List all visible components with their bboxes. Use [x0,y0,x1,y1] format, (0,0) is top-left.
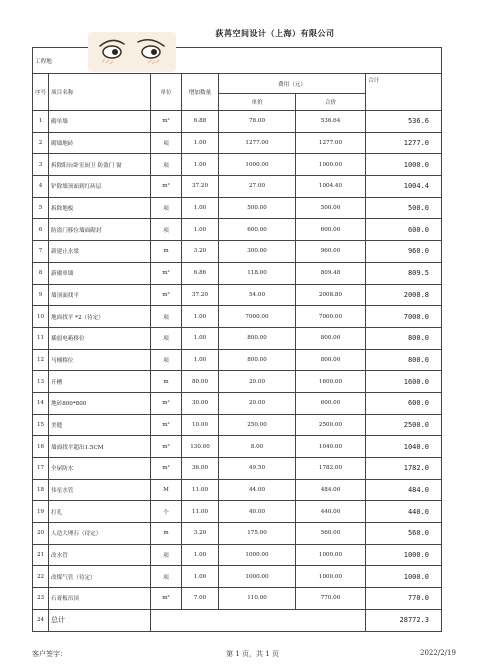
item-unit-price: 54.00 [219,284,296,306]
item-unit-price: 300.00 [219,241,296,263]
row-number: 11 [33,327,49,349]
item-amount: 1004.40 [296,176,366,198]
item-amount: 1000.00 [296,154,366,176]
col-total: 合计 [366,74,442,111]
item-unit-price: 27.00 [219,176,296,198]
item-unit-price: 7000.00 [219,306,296,328]
item-total: 600.0 [366,219,442,241]
item-unit-price: 118.00 [219,262,296,284]
table-row [33,197,442,219]
company-name: 荻苒空间设计（上海）有限公司 [215,28,335,38]
row-number: 19 [33,501,49,523]
item-total: 536.6 [366,111,442,133]
item-name: 全屋防水 [49,458,151,480]
item-unit: 项 [151,544,182,566]
item-amount: 440.00 [296,501,366,523]
item-quantity: 1.00 [182,566,219,588]
item-unit-price: 78.00 [219,111,296,133]
item-name: 地砖800*800 [49,392,151,414]
item-name: 新建止水梁 [49,241,151,263]
table-row [33,436,442,458]
row-number: 18 [33,479,49,501]
row-number: 12 [33,349,49,371]
item-name: 拆除阳台卧室厨卫 防盗门 窗 [49,154,151,176]
item-quantity: 1.00 [182,306,219,328]
item-unit-price: 110.00 [219,588,296,610]
item-total: 1000.0 [366,154,442,176]
item-total: 1004.4 [366,176,442,198]
item-unit: m² [151,414,182,436]
item-name: 改水管 [49,544,151,566]
item-amount: 1000.00 [296,566,366,588]
project-label: 工程地 [33,48,442,74]
item-amount: 1040.00 [296,436,366,458]
col-price: 单价 [219,94,296,111]
table-row [33,544,442,566]
item-unit-price: 1000.00 [219,566,296,588]
item-amount: 2500.00 [296,414,366,436]
table-row [33,479,442,501]
item-unit: m² [151,284,182,306]
table-row [33,566,442,588]
item-amount: 800.00 [296,327,366,349]
item-unit-price: 49.50 [219,458,296,480]
item-unit: m² [151,111,182,133]
item-unit: m² [151,392,182,414]
item-unit-price: 1277.00 [219,132,296,154]
item-unit: m² [151,262,182,284]
item-total: 484.0 [366,479,442,501]
item-quantity: 7.00 [182,588,219,610]
item-unit-price: 175.00 [219,523,296,545]
item-amount: 1782.00 [296,458,366,480]
item-unit-price: 20.00 [219,392,296,414]
summary-number: 24 [33,609,49,631]
row-number: 6 [33,219,49,241]
table-row [33,241,442,263]
item-amount: 960.00 [296,241,366,263]
item-unit: m [151,371,182,393]
item-quantity: 130.00 [182,436,219,458]
row-number: 1 [33,111,49,133]
col-amount: 合价 [296,94,366,111]
item-total: 440.0 [366,501,442,523]
item-unit: 项 [151,566,182,588]
item-total: 1277.0 [366,132,442,154]
col-unit: 单位 [151,74,182,111]
row-number: 10 [33,306,49,328]
eyes-illustration [88,32,176,72]
item-amount: 600.00 [296,392,366,414]
item-unit: 项 [151,197,182,219]
item-quantity: 10.00 [182,414,219,436]
item-quantity: 3.20 [182,241,219,263]
quotation-table [32,47,442,632]
item-unit: 项 [151,349,182,371]
table-row [33,371,442,393]
item-quantity: 6.86 [182,262,219,284]
item-amount: 7000.00 [296,306,366,328]
row-number: 22 [33,566,49,588]
item-name: 改煤气管（待定） [49,566,151,588]
item-unit: m² [151,458,182,480]
item-quantity: 11.00 [182,479,219,501]
col-name: 项目名称 [49,74,151,111]
table-row [33,414,442,436]
summary-row [33,609,442,631]
table-row [33,176,442,198]
eyes-sticker [88,32,176,72]
item-quantity: 11.00 [182,501,219,523]
table-row [33,523,442,545]
item-total: 1600.0 [366,371,442,393]
item-unit-price: 40.00 [219,501,296,523]
item-quantity: 1.00 [182,197,219,219]
item-amount: 536.64 [296,111,366,133]
page-indicator: 第 1 页，共 1 页 [226,650,279,658]
item-total: 2008.8 [366,284,442,306]
row-number: 7 [33,241,49,263]
item-unit: 个 [151,501,182,523]
item-quantity: 80.00 [182,371,219,393]
table-row [33,262,442,284]
item-unit-price: 800.00 [219,349,296,371]
table-row [33,327,442,349]
row-number: 15 [33,414,49,436]
item-unit: m² [151,588,182,610]
item-total: 809.5 [366,262,442,284]
item-name: 插弱电箱移位 [49,327,151,349]
table-row [33,132,442,154]
header-row [33,74,442,94]
item-quantity: 36.00 [182,458,219,480]
item-quantity: 1.00 [182,154,219,176]
item-unit-price: 44.00 [219,479,296,501]
item-unit: M [151,479,182,501]
row-number: 23 [33,588,49,610]
row-number: 21 [33,544,49,566]
item-total: 960.0 [366,241,442,263]
item-unit-price: 500.00 [219,197,296,219]
item-total: 2500.0 [366,414,442,436]
row-number: 16 [33,436,49,458]
item-name: 防盗门移位墙面砌封 [49,219,151,241]
item-quantity: 37.20 [182,284,219,306]
item-amount: 484.00 [296,479,366,501]
grand-total: 28772.3 [366,609,442,631]
item-name: 马桶移位 [49,349,151,371]
row-number: 2 [33,132,49,154]
item-name: 铲除墙顶面到红砖层 [49,176,151,198]
item-quantity: 1.00 [182,132,219,154]
item-unit: 项 [151,132,182,154]
item-total: 800.0 [366,327,442,349]
item-unit: 项 [151,154,182,176]
table-row [33,501,442,523]
item-amount: 1277.00 [296,132,366,154]
item-unit: m² [151,176,182,198]
item-unit: m [151,523,182,545]
item-name: 美缝 [49,414,151,436]
item-name: 地面找平 *2（待定） [49,306,151,328]
item-total: 1000.0 [366,566,442,588]
row-number: 4 [33,176,49,198]
item-amount: 1600.00 [296,371,366,393]
table-row [33,219,442,241]
item-name: 石膏板吊顶 [49,588,151,610]
item-amount: 2008.80 [296,284,366,306]
item-quantity: 37.20 [182,176,219,198]
row-number: 9 [33,284,49,306]
customer-signature-label: 客户签字： [32,650,67,658]
item-name: 新砌单墙 [49,262,151,284]
item-name: 砌墙地砖 [49,132,151,154]
item-unit: 项 [151,306,182,328]
item-unit: m² [151,436,182,458]
item-quantity: 6.88 [182,111,219,133]
item-total: 600.0 [366,392,442,414]
item-amount: 560.00 [296,523,366,545]
col-seq: 序号 [33,74,49,111]
table-row [33,458,442,480]
item-unit: 项 [151,327,182,349]
item-name: 墙面找平超出1.5CM [49,436,151,458]
item-quantity: 1.00 [182,219,219,241]
item-quantity: 30.00 [182,392,219,414]
item-amount: 770.00 [296,588,366,610]
item-amount: 800.00 [296,349,366,371]
item-quantity: 3.20 [182,523,219,545]
item-total: 7000.0 [366,306,442,328]
item-amount: 809.48 [296,262,366,284]
document-date: 2022/2/19 [420,649,456,657]
row-number: 13 [33,371,49,393]
row-number: 20 [33,523,49,545]
table-row [33,306,442,328]
item-total: 500.0 [366,197,442,219]
table-row [33,111,442,133]
item-total: 800.0 [366,349,442,371]
item-unit-price: 20.00 [219,371,296,393]
item-name: 开槽 [49,371,151,393]
item-name: 墙顶面找平 [49,284,151,306]
item-total: 770.0 [366,588,442,610]
item-name: 人造大理石（待定） [49,523,151,545]
item-quantity: 1.00 [182,544,219,566]
item-quantity: 1.00 [182,349,219,371]
summary-label: 总计 [49,609,151,631]
row-number: 5 [33,197,49,219]
table-row [33,284,442,306]
item-unit-price: 8.00 [219,436,296,458]
item-unit-price: 250.00 [219,414,296,436]
col-qty: 增加数量 [182,74,219,111]
item-total: 560.0 [366,523,442,545]
item-amount: 500.00 [296,197,366,219]
item-name: 拆除地板 [49,197,151,219]
item-unit-price: 600.00 [219,219,296,241]
item-name: 砌单墙 [49,111,151,133]
row-number: 8 [33,262,49,284]
row-number: 14 [33,392,49,414]
item-unit-price: 1000.00 [219,154,296,176]
table-row [33,349,442,371]
item-amount: 600.00 [296,219,366,241]
table-row [33,154,442,176]
item-unit-price: 800.00 [219,327,296,349]
row-number: 17 [33,458,49,480]
table-row [33,392,442,414]
item-total: 1040.0 [366,436,442,458]
col-cost: 费用（元） [219,74,366,94]
item-unit-price: 1000.00 [219,544,296,566]
item-unit: 项 [151,219,182,241]
item-quantity: 1.00 [182,327,219,349]
item-total: 1000.0 [366,544,442,566]
summary-blank [151,609,366,631]
item-unit: m [151,241,182,263]
table-row [33,588,442,610]
item-name: 打孔 [49,501,151,523]
item-name: 伟星水管 [49,479,151,501]
item-total: 1782.0 [366,458,442,480]
item-amount: 1000.00 [296,544,366,566]
row-number: 3 [33,154,49,176]
